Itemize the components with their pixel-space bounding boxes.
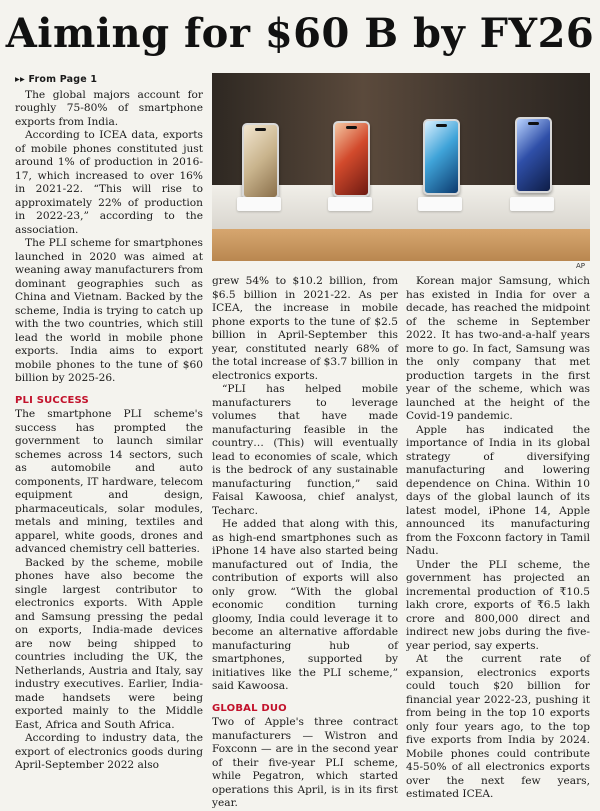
paragraph: Apple has indicated the importance of India in its global strategy of diversifying manufacturing and lowering dependence on China. Within 10 days of the global launch of its latest model, iPhone 14, Apple announced its manufacturing from the Foxconn factory in Tamil Nadu. xyxy=(406,423,590,557)
column-1 xyxy=(15,73,203,773)
phone-blue xyxy=(423,119,460,195)
paragraph: Backed by the scheme, mobile phones have also become the single largest contributor to electronics exports. With Apple and Samsung pressing the pedal on exports, India-made devices are now being shipped to countries including the UK, the Netherlands, Austria and Italy, say industry executives. Earlier, India-made handsets were being exported mainly to the Middle East, Africa and South Africa. xyxy=(15,556,203,731)
paragraph: The global majors account for roughly 75-80% of smartphone exports from India. xyxy=(15,88,203,128)
subhead-global-duo: GLOBAL DUO xyxy=(212,702,287,714)
column-2 xyxy=(212,275,398,811)
paragraph: At the current rate of expansion, electronics exports could touch $20 billion for financial year 2022-23, pushing it from being in the top 10 exports only four years ago, to the top five exports from India by 2024. Mobile phones could contribute 45-50% of all electronics exports over the next few years, estimated ICEA. xyxy=(406,653,590,800)
from-page-kicker: ▸▸ From Page 1 xyxy=(15,74,98,85)
column-3 xyxy=(406,275,590,802)
phone-stand xyxy=(510,197,554,211)
paragraph: Korean major Samsung, which has existed in India for over a decade, has reached the midpoint of the scheme in September 2022. It has two-and-a-half years more to go. In fact, Samsung was the only company that met production targets in the first year of the scheme, which was launched at the height of the Covid-19 pandemic. xyxy=(406,275,590,422)
paragraph: The smartphone PLI scheme's success has prompted the government to launch similar schemes across 14 sectors, such as automobile and auto components, IT hardware, telecom equipment and design, pharmaceuticals, solar modules, metals and mining, textiles and apparel, white goods, drones and advanced chemistry cell batteries. xyxy=(15,408,203,555)
phone-stand xyxy=(418,197,462,211)
phone-stand xyxy=(237,197,281,211)
paragraph: Under the PLI scheme, the government has projected an incremental production of ₹10.5 lakh crore, exports of ₹6.5 lakh crore and 800,000 direct and indirect new jobs during the five-year period, say experts. xyxy=(406,558,590,652)
headline: Aiming for $60 B by FY26 xyxy=(5,10,595,57)
paragraph: He added that along with this, as high-end smartphones such as iPhone 14 have also started being manufactured out of India, the contribution of exports will also only grow. “With the global economic condition turning gloomy, India could leverage it to become an alternative affordable manufacturing hub of smartphones, supported by initiatives like the PLI scheme,” said Kawoosa. xyxy=(212,518,398,692)
paragraph: According to industry data, the export of electronics goods during April-September 2022 also xyxy=(15,732,203,771)
phone-stand xyxy=(328,197,372,211)
phone-purple xyxy=(515,117,552,193)
photo-credit: AP xyxy=(576,262,586,270)
paragraph: According to ICEA data, exports of mobile phones constituted just around 1% of production in 2016-17, which increased to over 16% in 2021-22. “This will rise to approximately 22% of production in 2022-23,” according to the association. xyxy=(15,129,203,236)
subhead-pli-success: PLI SUCCESS xyxy=(15,394,89,406)
paragraph: Two of Apple's three contract manufacturers — Wistron and Foxconn — are in the second year of their five-year PLI scheme, while Pegatron, which started operations this April, is in its first year. xyxy=(212,716,398,809)
paragraph: The PLI scheme for smartphones launched in 2020 was aimed at weaning away manufacturers from dominant geographies such as China and Vietnam. Backed by the scheme, India is trying to catch up with the two countries, which still lead the world in mobile phone exports. India aims to export mobile phones to the tune of $60 billion by 2025-26. xyxy=(15,237,203,384)
paragraph: “PLI has helped mobile manufacturers to leverage volumes that have made manufacturing feasible in the country… (This) will eventually lead to economies of scale, which is the bedrock of any sustainable manufacturing function,” said Faisal Kawoosa, chief analyst, Techarc. xyxy=(212,383,398,517)
table-edge xyxy=(212,229,590,261)
paragraph: grew 54% to $10.2 billion, from $6.5 billion in 2021-22. As per ICEA, the increase in mobile phone exports to the tune of $2.5 billion in April-September this year, constituted nearly 68% of the total increase of $3.7 billion in electronics exports. xyxy=(212,275,398,382)
phone-red xyxy=(333,121,370,197)
phone-gold xyxy=(242,123,279,199)
news-photo xyxy=(212,73,590,261)
